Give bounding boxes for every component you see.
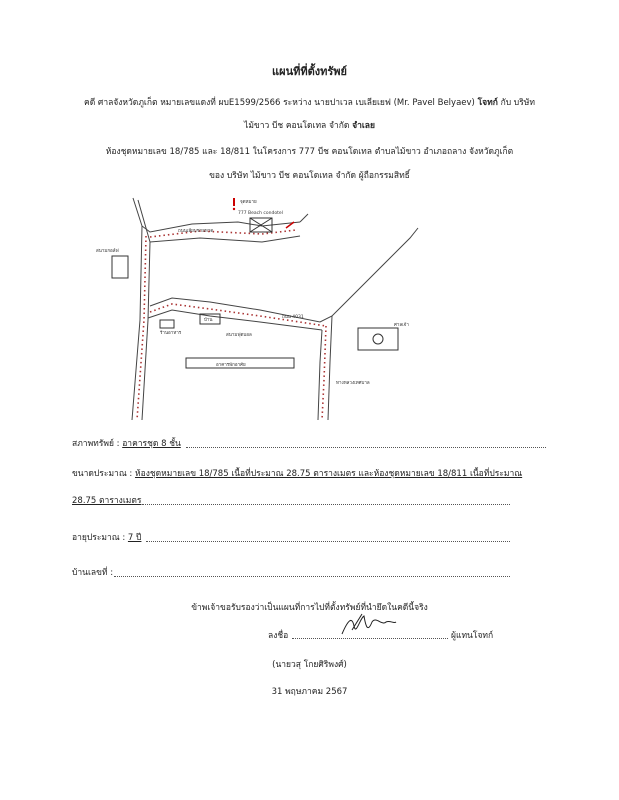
- south-road-right-edge: [328, 316, 332, 420]
- shrine-icon: [373, 334, 383, 344]
- defendant-company: ไม้ขาว บีช คอนโดเทล จำกัด: [244, 121, 350, 131]
- condition-value: อาคารชุด 8 ชั้น: [122, 439, 181, 449]
- south-road-centerline: [322, 326, 326, 420]
- north-road-centerline: [150, 230, 296, 237]
- page-title: แผนที่ที่ตั้งทรัพย์: [272, 65, 347, 78]
- size-value-1: ห้องชุดหมายเลข 18/785 เนื้อที่ประมาณ 28.75 ตารางเมตร และห้องชุดหมายเลข 18/811 เนื้อที่ประมาณ: [134, 469, 523, 479]
- north-road-bottom-edge: [138, 200, 300, 242]
- map-label-north-road: ถนนเลียบชายหาด: [178, 229, 214, 234]
- condition-field: [72, 436, 181, 450]
- restaurant-building: [160, 320, 174, 328]
- age-dotted-line: [146, 541, 510, 542]
- map-label-shop-mid: บ้าน: [204, 318, 213, 323]
- condition-dotted-line: [186, 447, 546, 448]
- age-field: [72, 530, 141, 544]
- sign-role: ผู้แทนโจทก์: [451, 631, 494, 641]
- condition-label: สภาพทรัพย์ :: [72, 439, 120, 449]
- target-marker-dot: [233, 208, 235, 210]
- map-label-hall: อาคารพักอาศัย: [216, 363, 246, 368]
- size-value-2: 28.75 ตารางเมตร: [72, 496, 142, 506]
- signature-scribble: [338, 612, 398, 640]
- defendant-label: จำเลย: [352, 121, 375, 131]
- map-label-south-road: ทางหลวงเทศบาล: [336, 381, 370, 386]
- sign-label: ลงชื่อ: [268, 631, 289, 641]
- case-suffix: กับ บริษัท: [500, 98, 535, 108]
- size-field-cont: [72, 493, 141, 507]
- property-line-1: ห้องชุดหมายเลข 18/785 และ 18/811 ในโครงการ 777 บีช คอนโดเทล ตำบลไม้ขาว อำเภอถลาง จังหวัดภูเก็ต: [105, 147, 514, 157]
- signature-row: [268, 628, 288, 642]
- house-no-label: บ้านเลขที่ :: [72, 568, 114, 578]
- map-label-mid-road: ถนน 4031: [282, 315, 304, 320]
- age-value: 7 ปี: [127, 533, 142, 543]
- certification-text: ข้าพเจ้าขอรับรองว่าเป็นแผนที่การไปที่ตั้งทรัพย์ที่นำยึดในคดีนี้จริง: [191, 603, 428, 613]
- map-label-temple: ศาลเจ้า: [394, 323, 409, 328]
- size-dotted-line: [142, 504, 510, 505]
- case-prefix: คดี ศาลจังหวัดภูเก็ต หมายเลขแดงที่ ผบE1599/2566 ระหว่าง นายปาเวล เบเลียเยฟ (Mr. Pavel Belyaev): [84, 98, 475, 108]
- map-label-project: 777 Beach condotel: [238, 211, 283, 216]
- size-label: ขนาดประมาณ :: [72, 469, 133, 479]
- shrine-plot: [358, 328, 398, 350]
- map-label-shop-right: สนามฟุตบอล: [226, 333, 252, 338]
- age-label: อายุประมาณ :: [72, 533, 126, 543]
- property-line-2: ของ บริษัท ไม้ขาว บีช คอนโดเทล จำกัด ผู้ถือกรรมสิทธิ์: [209, 171, 410, 181]
- north-road-end: [300, 214, 308, 222]
- west-road-left-edge: [132, 226, 142, 420]
- house-no-dotted-line: [114, 576, 510, 577]
- map-label-top-marker: จุดหมาย: [240, 200, 257, 205]
- south-road-left-edge: [318, 330, 322, 420]
- signer-name: (นายวสุ โกยศิริพงศ์): [272, 660, 347, 670]
- golf-plot: [112, 256, 128, 278]
- map-label-left-plot: สนามกอล์ฟ: [96, 249, 119, 254]
- size-field: [72, 466, 522, 480]
- house-no-field: [72, 565, 113, 579]
- map-label-shop-left: ร้านอาหาร: [160, 331, 182, 336]
- document-date: 31 พฤษภาคม 2567: [271, 687, 348, 697]
- plaintiff-label: โจทก์: [477, 98, 498, 108]
- mid-road-top-edge: [150, 228, 418, 322]
